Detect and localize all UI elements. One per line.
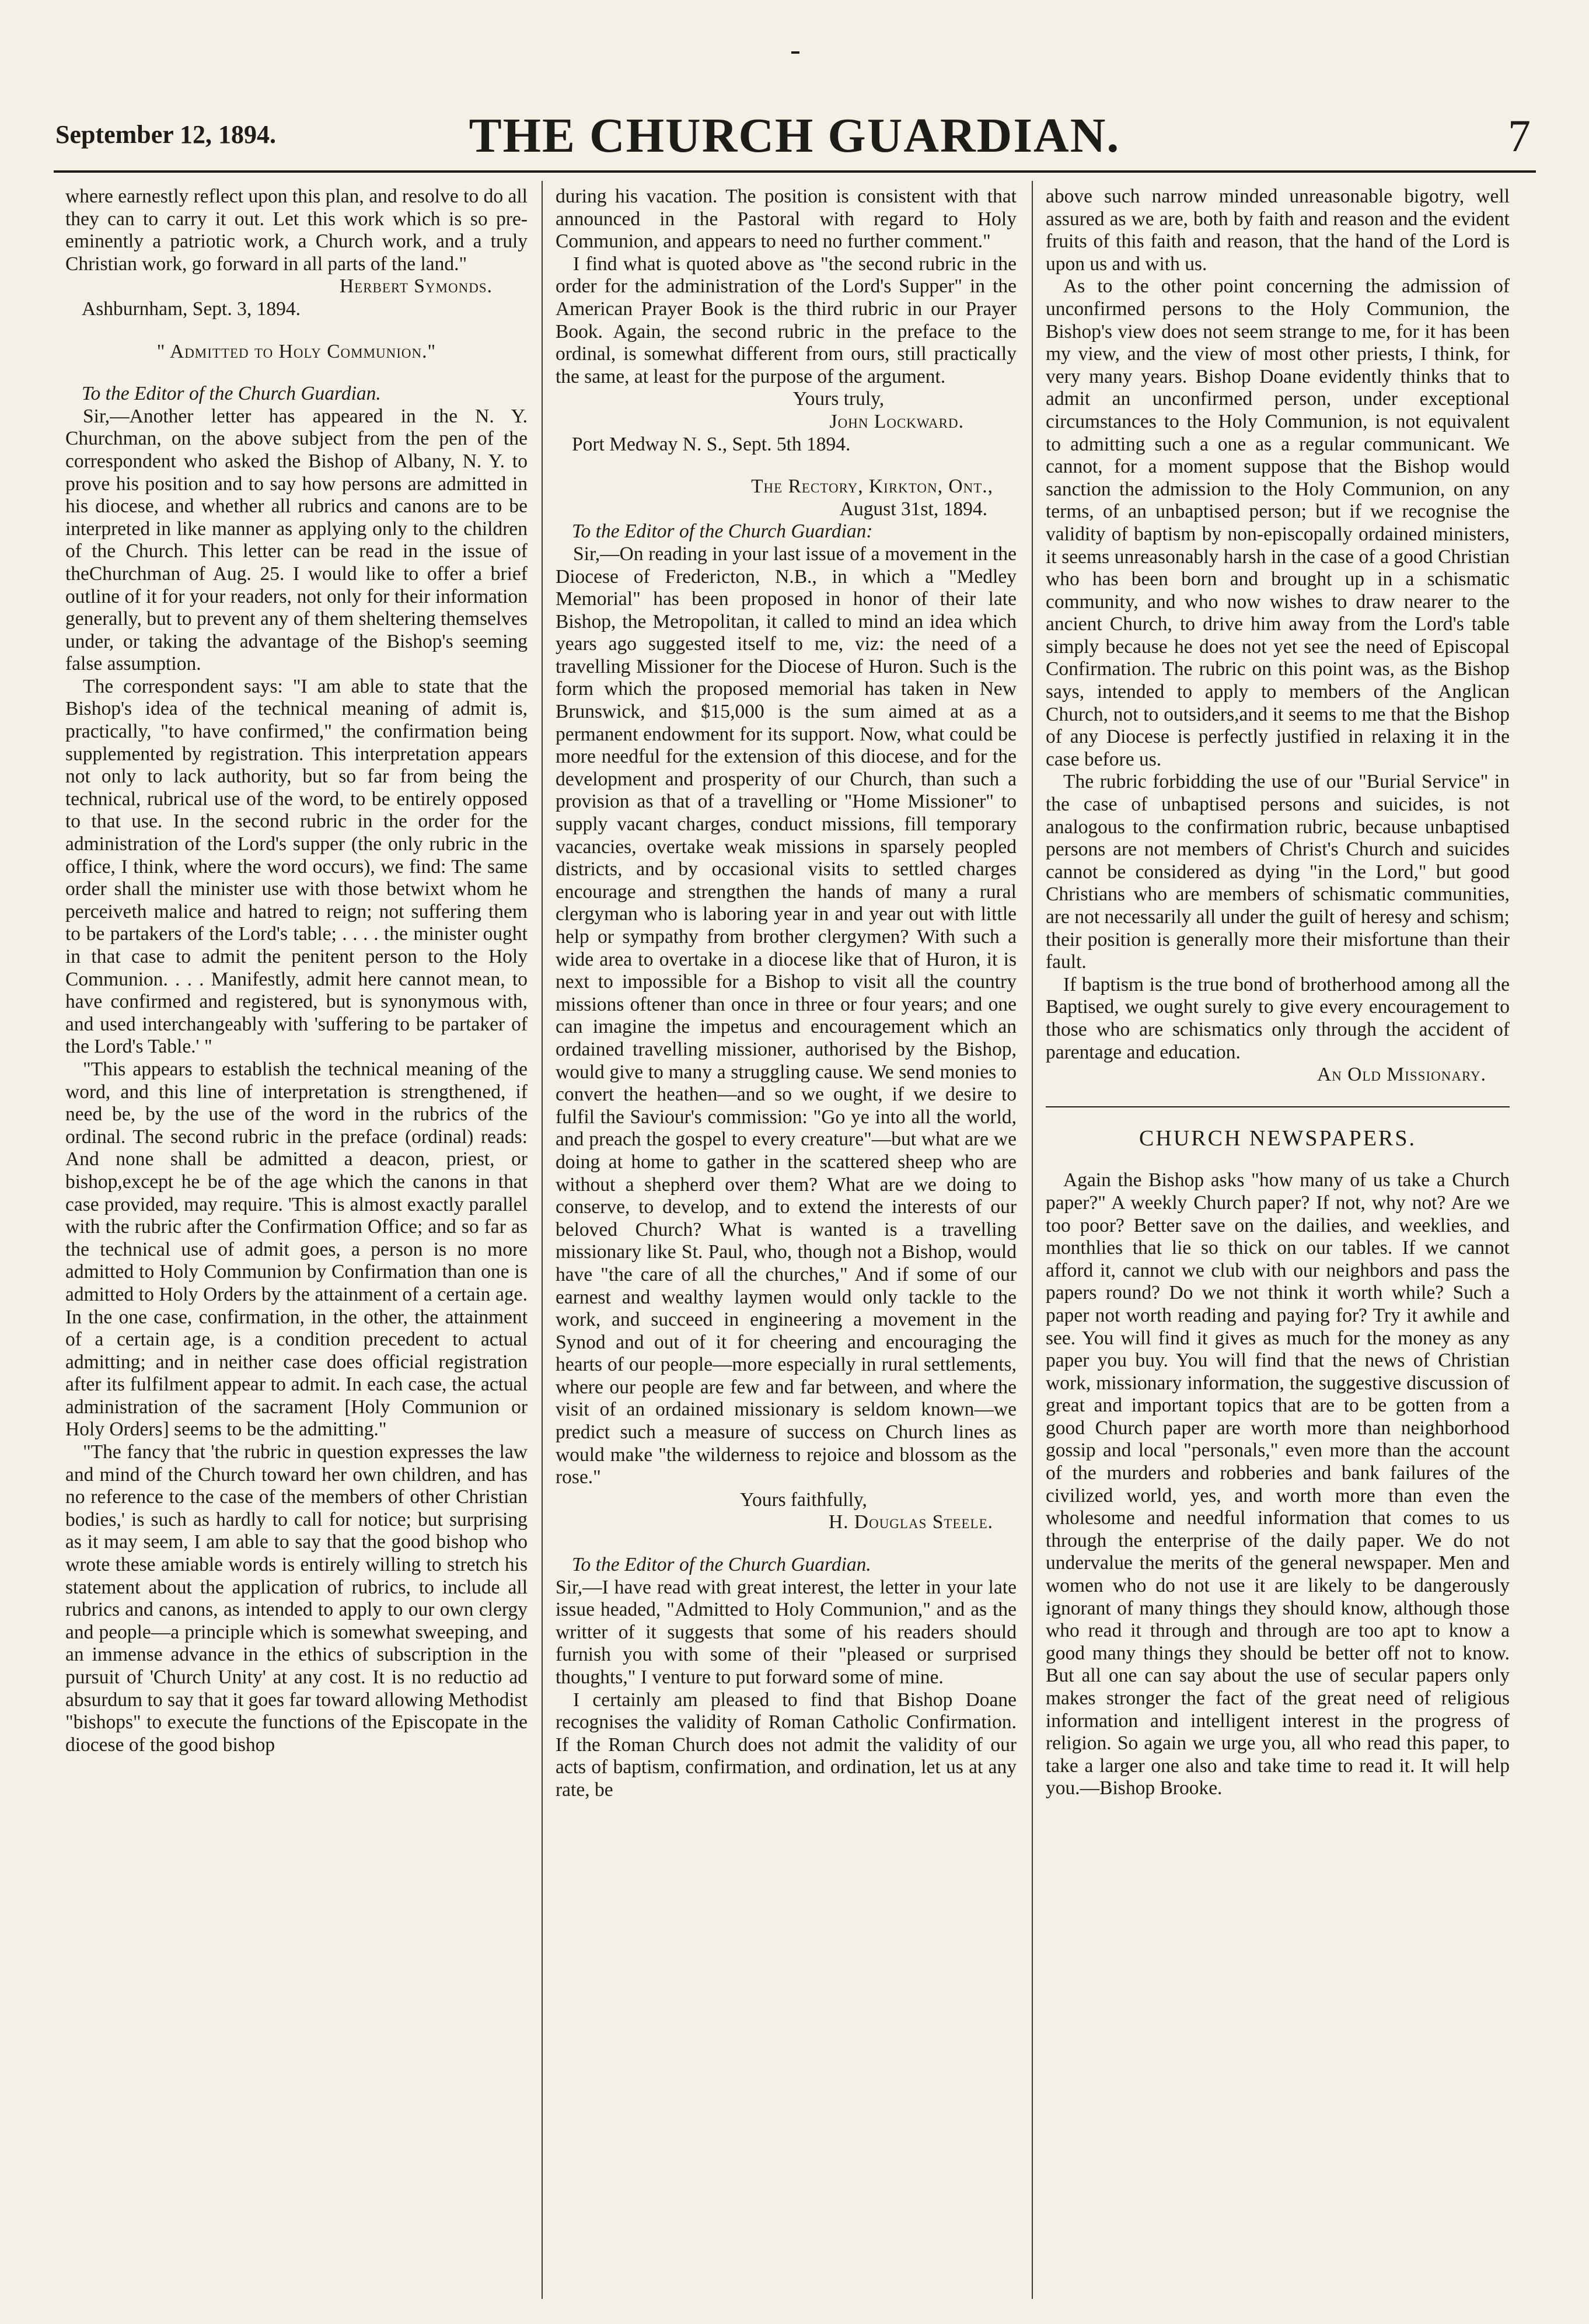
paragraph: As to the other point concerning the admission of unconfirmed persons to the Holy Communion, the Bishop's view does not seem strange to me, for it has been my view, and the view of most other priests, I think, for very many years. Bishop Doane evidently thinks that to admit an unconfirmed person, under exceptional circumstances to the Holy Communion, is not equivalent to admitting such a one as a regular communicant. We cannot, for a moment suppose that the Bishop would sanction the admission to the Holy Communion, on any terms, of an unbaptised person; but if we recognise the validity of baptism by non-episcopally ordained ministers, it seems unreasonably harsh in the case of a good Christian who has been born and brought up in a schismatic community, and who now wishes to draw nearer to the ancient Church, to drive him away from the Lord's table simply because he does not yet see the need of Episcopal Confirmation. The rubric on this point was, as the Bishop says, intended to apply to members of the Anglican Church, not to outsiders,and it seems to me that the Bishop of any Diocese is perfectly justified in relaxing it in the case before us. [1046, 275, 1510, 770]
address: The Rectory, Kirkton, Ont., [751, 476, 993, 498]
closing: Yours truly, [792, 388, 885, 410]
paragraph: I find what is quoted above as "the second rubric in the order for the administration of the Lord's Supper" in the American Prayer Book is the third rubric in our Prayer Book. Again, the second rubric in the preface to the ordinal, is somewhat different from ours, still practically the same, at least for the purpose of the argument. [556, 253, 1017, 387]
paragraph: I certainly am pleased to find that Bishop Doane recognises the validity of Roman Catholic Confirmation. If the Roman Church does not admit the validity of our acts of baptism, confirmation, and ordination, let us at any rate, be [556, 1689, 1017, 1801]
issue-date: September 12, 1894. [55, 120, 277, 149]
address-date: August 31st, 1894. [839, 498, 987, 520]
signature: H. Douglas Steele. [828, 1511, 993, 1533]
paragraph: "This appears to establish the technical meaning of the word, and this line of interpretation is strengthened, if need be, by the use of the word in the rubrics of the ordinal. The second rubric in the preface (ordinal) reads: And none shall be admitted a deacon, priest, or bishop,except he be of the age which the canons in that case provided, may require. 'This is almost exactly parallel with the rubric after the Confirmation Office; and so far as the technical use of admit goes, a person is no more admitted to Holy Communion by Confirmation than one is admitted to Holy Orders by the attainment of a certain age. In the one case, confirmation, in the other, the attainment of a certain age, is a condition precedent to actual admitting; and in neither case does official registration after its fulfilment appear to admit. In each case, the actual administration of the sacrament [Holy Communion or Holy Orders] seems to be the admitting." [65, 1058, 528, 1441]
section-heading: CHURCH NEWSPAPERS. [1139, 1126, 1416, 1151]
paragraph: Sir,—Another letter has appeared in the N. Y. Churchman, on the above subject from the pen of the correspondent who asked the Bishop of Albany, N. Y. to prove his position and to say how persons are admitted in his diocese, and whether all rubrics and canons are to be interpreted in like manner as applying only to the children of the Church. This letter can be read in the issue of theChurchman of Aug. 25. I would like to offer a brief outline of it for your readers, not only for their information generally, but to prevent any of them sheltering themselves under, or taking the advantage of the Bishop's seeming false assumption. [65, 405, 528, 675]
paragraph: The rubric forbidding the use of our "Burial Service" in the case of unbaptised persons and suicides, is not analogous to the confirmation rubric, because unbaptised persons are not members of Christ's Church and suicides cannot be considered as dying "in the Lord," but good Christians who are members of schismatic communities, are not necessarily all under the guilt of heresy and schism; their position is generally more their misfortune than their fault. [1046, 771, 1510, 973]
paragraph: during his vacation. The position is consistent with that announced in the Pastoral with regard to Holy Communion, and appears to need no further comment." [556, 186, 1017, 253]
paragraph: Again the Bishop asks "how many of us take a Church paper?" A weekly Church paper? If not, why not? Are we too poor? Better save on the dailies, and weeklies, and monthlies that lie so thick on our tables. If we cannot afford it, cannot we club with our neighbors and pass the papers round? Do we not think it worth while? Such a paper not worth reading and paying for? Try it awhile and see. You will find it gives as much for the money as any paper you buy. You will find that the news of Christian work, missionary information, the suggestive discussion of great and important topics that are to be gotten from a good Church paper are worth more than neighborhood gossip and local "personals," even more than the account of the murders and robberies and bank failures of the civilized world, yes, and worth more than even the wholesome and needful information that comes to us through the enterprise of the daily paper. We do not undervalue the merits of the general newspaper. Men and women who do not use it are likely to be dangerously ignorant of many things they should know, although those who read it through and through are too apt to know a good many things they should be better off not to know. But all one can say about the use of secular papers only makes stronger the fact of the great need of religious information and intelligent interest in the progress of religion. So again we urge you, all who read this paper, to take a larger one also and take time to read it. It will help you.—Bishop Brooke. [1046, 1169, 1510, 1799]
newspaper-title: THE CHURCH GUARDIAN. [469, 109, 1120, 163]
dateline: Port Medway N. S., Sept. 5th 1894. [572, 433, 851, 455]
column-divider [542, 181, 543, 2299]
column-2 [556, 186, 1017, 2298]
signature: Herbert Symonds. [339, 275, 493, 298]
column-3 [1046, 186, 1510, 2298]
salutation: To the Editor of the Church Guardian. [572, 1554, 871, 1576]
dateline: Ashburnham, Sept. 3, 1894. [82, 298, 301, 320]
salutation: To the Editor of the Church Guardian. [82, 383, 381, 405]
page-number: 7 [1508, 110, 1531, 161]
paragraph: If baptism is the true bond of brotherhood among all the Baptised, we ought surely to give every encouragement to those who are schismatics only through the accident of parentage and education. [1046, 973, 1510, 1063]
paragraph: The correspondent says: "I am able to state that the Bishop's idea of the technical meaning of admit is, practically, "to have confirmed," the confirmation being supplemented by registration. This interpretation appears not only to lack authority, but so far from being the technical, rubrical use of the word, to be entirely opposed to that use. In the second rubric in the order for the administration of the Lord's supper (the only rubric in the office, I think, where the word occurs), we find: The same order shall the minister use with those betwixt whom he perceiveth malice and hatred to reign; not suffering them to be partakers of the Lord's table; . . . . the minister ought in that case to admit the penitent person to the Holy Communion. . . . Manifestly, admit here cannot mean, to have confirmed and registered, but is synonymous with, and used interchangeably with 'suffering to be partaker of the Lord's Table.' " [65, 675, 528, 1058]
paragraph: "The fancy that 'the rubric in question expresses the law and mind of the Church toward her own children, and has no reference to the case of the members of other Christian bodies,' is such as hardly to call for notice; but surprising as it may seem, I am able to say that the good bishop who wrote these amiable words is entirely willing to stretch his statement about the application of rubrics, to include all rubrics and canons, as intended to apply to our own clergy and people—a principle which is somewhat sweeping, and an immense advance in the ethics of subscription in the pursuit of 'Church Unity' at any cost. It is no reductio ad absurdum to say that it goes far toward allowing Methodist "bishops" to execute the functions of the Episcopate in the diocese of the good bishop [65, 1441, 528, 1756]
salutation: To the Editor of the Church Guardian: [572, 520, 873, 543]
paragraph: Sir,—I have read with great interest, the letter in your late issue headed, "Admitted to Holy Communion," and as the writter of it suggests that some of his readers should furnish you with some of their "pleased or surprised thoughts," I venture to put forward some of mine. [556, 1576, 1017, 1688]
column-1 [65, 186, 528, 2298]
letter-heading: " Admitted to Holy Communion." [156, 340, 436, 362]
signature: John Lockward. [829, 410, 964, 432]
closing: Yours faithfully, [740, 1488, 867, 1511]
signature: An Old Missionary. [1317, 1064, 1486, 1086]
masthead-rule [54, 170, 1536, 173]
paragraph: above such narrow minded unreasonable bigotry, well assured as we are, both by faith and reason and the evident fruits of this faith and reason, that the hand of the Lord is upon us and with us. [1046, 186, 1510, 275]
top-mark [791, 51, 799, 54]
column-divider [1032, 181, 1033, 2299]
masthead [0, 0, 1589, 175]
paragraph: where earnestly reflect upon this plan, and resolve to do all they can to carry it out. Let this work which is so pre-eminently a patriotic work, a Church work, and a truly Christian work, go forward in all parts of the land." [65, 186, 528, 275]
paragraph: Sir,—On reading in your last issue of a movement in the Diocese of Fredericton, N.B., in which a "Medley Memorial" has been proposed in honor of their late Bishop, the Metropolitan, it called to mind an idea which years ago suggested itself to me, viz: the need of a travelling Missioner for the Diocese of Huron. Such is the form which the proposed memorial has taken in New Brunswick, and $15,000 is the sum aimed at as a permanent endowment for its support. Now, what could be more needful for the extension of this diocese, and for the development and prosperity of our Church, than such a provision as that of a travelling or "Home Missioner" to supply vacant charges, conduct missions, fill temporary vacancies, overtake weak missions in sparsely peopled districts, and by occasional visits to settled charges encourage and strengthen the hands of many a rural clergyman who is laboring year in and year out with little help or sympathy from brother clergymen? With such a wide area to overtake in a diocese like that of Huron, it is next to impossible for a Bishop to visit all the country missions oftener than once in three or four years; and one can imagine the impetus and encouragement which an ordained travelling missioner, authorised by the Bishop, would give to many a struggling cause. We send monies to convert the heathen—and so we ought, if we desire to fulfil the Saviour's commission: "Go ye into all the world, and preach the gospel to every creature"—but what are we doing at home to gather in the scattered sheep who are without a shepherd over them? What are we doing to conserve, to develop, and to extend the interests of our beloved Church? What is wanted is a travelling missionary like St. Paul, who, though not a Bishop, would have "the care of all the churches," And if some of our earnest and wealthy laymen would only tackle to the work, and succeed in engineering a movement in the Synod and out of it for cheering and encouraging the hearts of our people—more especially in rural settlements, where our people are few and far between, and where the visit of an ordained missionary is seldom known—we predict such a measure of success on Church lines as would make "the wilderness to rejoice and blossom as the rose." [556, 543, 1017, 1488]
